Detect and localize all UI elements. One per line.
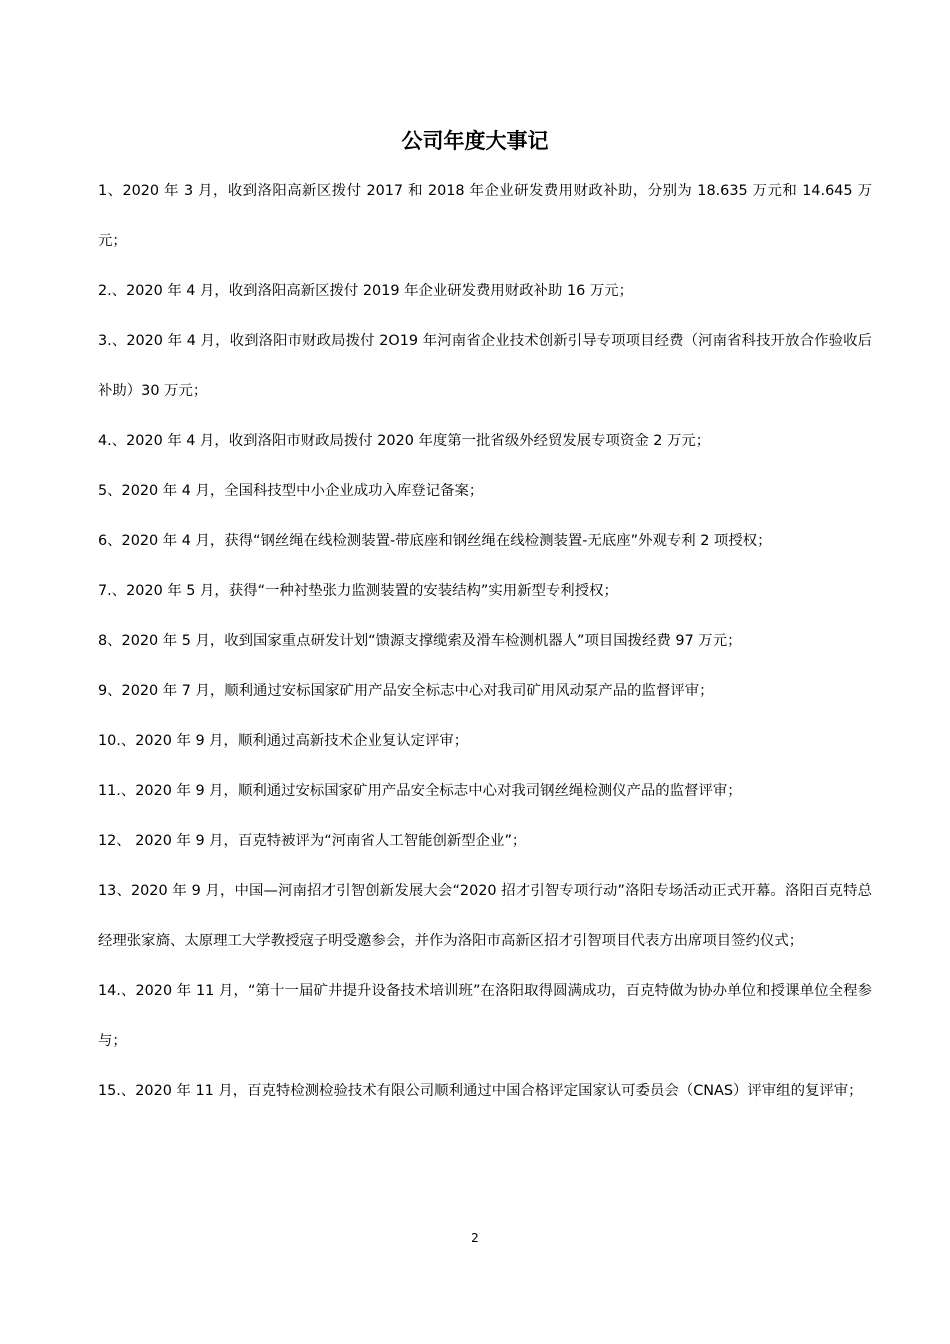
event-item-15: 15.、2020 年 11 月，百克特检测检验技术有限公司顺利通过中国合格评定国家认可委员会（CNAS）评审组的复评审； <box>98 1083 863 1099</box>
event-item-1: 1、2020 年 3 月，收到洛阳高新区拨付 2017 和 2018 年企业研发费用财政补助，分别为 18.635 万元和 14.645 万元； <box>98 183 872 249</box>
event-item-12: 12、 2020 年 9 月，百克特被评为“河南省人工智能创新型企业”； <box>98 833 527 849</box>
event-list <box>98 166 872 1116</box>
event-item-11: 11.、2020 年 9 月，顺利通过安标国家矿用产品安全标志中心对我司钢丝绳检测仪产品的监督评审； <box>98 783 742 799</box>
event-item-9: 9、2020 年 7 月，顺利通过安标国家矿用产品安全标志中心对我司矿用风动泵产品的监督评审； <box>98 683 714 699</box>
event-item-3: 3.、2020 年 4 月，收到洛阳市财政局拨付 2O19 年河南省企业技术创新引导专项项目经费（河南省科技开放合作验收后补助）30 万元； <box>98 333 872 399</box>
event-item-13: 13、2020 年 9 月，中国—河南招才引智创新发展大会“2020 招才引智专项行动”洛阳专场活动正式开幕。洛阳百克特总经理张家旖、太原理工大学教授寇子明受邀参会，并作为洛阳市高新区招才引智项目代表方出席项目签约仪式； <box>98 883 872 949</box>
event-item-5: 5、2020 年 4 月，全国科技型中小企业成功入库登记备案； <box>98 483 484 499</box>
event-item-10: 10.、2020 年 9 月，顺利通过高新技术企业复认定评审； <box>98 733 469 749</box>
event-item-6: 6、2020 年 4 月，获得“钢丝绳在线检测装置-带底座和钢丝绳在线检测装置-无底座”外观专利 2 项授权； <box>98 533 772 549</box>
event-item-14: 14.、2020 年 11 月，“第十一届矿井提升设备技术培训班”在洛阳取得圆满成功，百克特做为协办单位和授课单位全程参与； <box>98 983 872 1049</box>
document-title: 公司年度大事记 <box>401 129 549 153</box>
page-number: 2 <box>471 1231 479 1245</box>
event-item-4: 4.、2020 年 4 月，收到洛阳市财政局拨付 2020 年度第一批省级外经贸发展专项资金 2 万元； <box>98 433 711 449</box>
event-item-8: 8、2020 年 5 月，收到国家重点研发计划“馈源支撑缆索及滑车检测机器人”项目国拨经费 97 万元； <box>98 633 742 649</box>
event-item-2: 2.、2020 年 4 月，收到洛阳高新区拨付 2019 年企业研发费用财政补助 16 万元； <box>98 283 634 299</box>
event-item-7: 7.、2020 年 5 月，获得“一种衬垫张力监测装置的安装结构”实用新型专利授权； <box>98 583 618 599</box>
